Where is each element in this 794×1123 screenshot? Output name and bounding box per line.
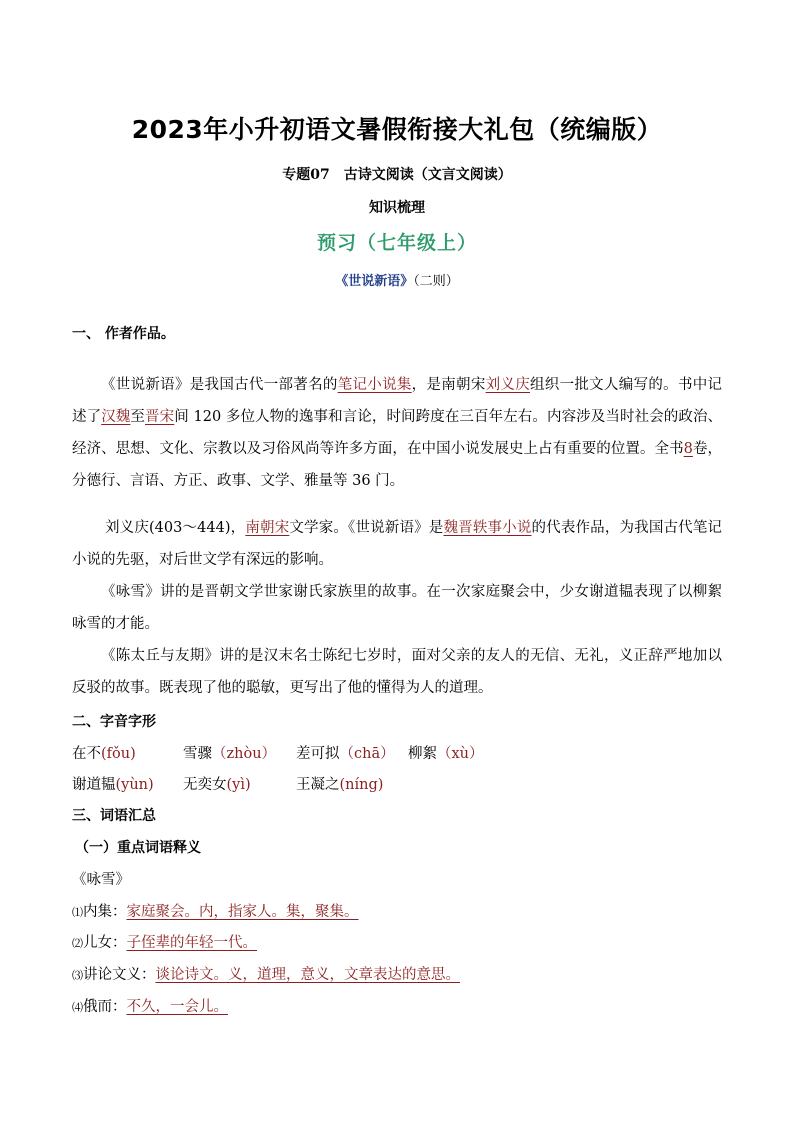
term: 俄而： (83, 999, 127, 1015)
word-item (72, 742, 136, 763)
answer-underline: 晋宋 (145, 409, 175, 425)
gloss-item (72, 931, 257, 952)
definition: 子侄辈的年轻一代。 (126, 935, 257, 951)
pinyin: （zhòu） (212, 746, 277, 762)
book-title: 《世说新语》 (335, 274, 414, 289)
section-3-heading: 三、词语汇总 (72, 808, 156, 824)
item-number: ⑴ (72, 906, 83, 919)
text-run: 《世说新语》是我国古代一部著名的 (101, 377, 338, 393)
text-run: ，是南朝宋 (411, 377, 486, 393)
word: 谢道韫 (72, 777, 116, 793)
word-item (183, 742, 276, 763)
pinyin: (yì) (226, 777, 251, 793)
answer-underline: 汉魏 (101, 409, 131, 425)
term: 讲论文义： (83, 967, 156, 983)
term: 内集： (83, 904, 127, 920)
definition: 不久，一会儿。 (126, 999, 228, 1015)
term: 儿女： (83, 935, 127, 951)
word-item (72, 773, 154, 794)
item-number: ⑷ (72, 1001, 83, 1014)
word-item (408, 742, 484, 763)
answer-underline: 魏晋轶事小说 (443, 520, 532, 536)
text-title (0, 270, 794, 289)
text-title-yongxue: 《咏雪》 (72, 872, 130, 888)
paragraph-author (72, 512, 722, 576)
book-suffix: （二则） (413, 274, 459, 289)
answer-underline: 笔记小说集 (337, 377, 412, 393)
gloss-item (72, 963, 460, 984)
answer-underline: 刘义庆 (485, 377, 531, 393)
section-1-heading: 一、 作者作品。 (72, 326, 175, 342)
pinyin: （xù） (437, 746, 484, 762)
text-run: 卷，分德行、言语、方正、政事、文学、雅量等 36 门。 (72, 441, 723, 489)
topic-subtitle: 专题07 古诗文阅读（文言文阅读） (282, 167, 512, 183)
pinyin: (níng) (339, 777, 384, 793)
gloss-item (72, 900, 359, 921)
word-item (296, 773, 383, 794)
word: 差可拟 (296, 746, 340, 762)
section-3-subheading: （一）重点词语释义 (75, 840, 201, 856)
pinyin: （chā） (339, 746, 395, 762)
knowledge-heading: 知识梳理 (369, 200, 425, 216)
word-item (296, 742, 395, 763)
text-run: 的代表作品，为我国古代笔记小说的先驱，对后世文学有深远的影响。 (72, 520, 723, 568)
pinyin: (fǒu) (101, 746, 136, 762)
text-run: 刘义庆(403～444)， (105, 520, 246, 536)
document-title: 2023年小升初语文暑假衔接大礼包（统编版） (131, 115, 663, 144)
word: 柳絮 (408, 746, 437, 762)
preview-heading: 预习（七年级上） (316, 232, 477, 254)
pinyin: (yùn) (115, 777, 154, 793)
word: 王凝之 (296, 777, 340, 793)
text-run: 至 (130, 409, 146, 425)
definition: 谈论诗文。义，道理，意义，文章表达的意思。 (155, 967, 460, 983)
answer-underline: 南朝宋 (245, 520, 290, 536)
section-2-heading: 二、字音字形 (72, 714, 156, 730)
word: 无奕女 (183, 777, 227, 793)
text-run: 组织一批文人编写的。书中记述了 (72, 377, 723, 425)
paragraph-yongxue: 《咏雪》讲的是晋朝文学世家谢氏家族里的故事。在一次家庭聚会中，少女谢道韫表现了以柳絮咏雪的才能。 (72, 584, 722, 632)
text-run: 间 120 多位人物的逸事和言论，时间跨度在三百年左右。内容涉及当时社会的政治、经济、思想、文化、宗教以及习俗风尚等许多方面，在中国小说发展史上占有重要的位置。全书 (72, 409, 723, 457)
gloss-item (72, 995, 228, 1016)
text-run: 文学家。《世说新语》是 (289, 520, 444, 536)
definition: 家庭聚会。内，指家人。集，聚集。 (126, 904, 359, 920)
word: 雪骤 (183, 746, 212, 762)
paragraph-intro (72, 369, 722, 497)
word: 在不 (72, 746, 101, 762)
answer-underline: 8 (683, 441, 693, 457)
item-number: ⑵ (72, 937, 83, 950)
item-number: ⑶ (72, 969, 83, 982)
word-item (183, 773, 251, 794)
paragraph-chentaiqiu: 《陈太丘与友期》讲的是汉末名士陈纪七岁时，面对父亲的友人的无信、无礼，义正辞严地加以反驳的故事。既表现了他的聪敏，更写出了他的懂得为人的道理。 (72, 648, 722, 696)
